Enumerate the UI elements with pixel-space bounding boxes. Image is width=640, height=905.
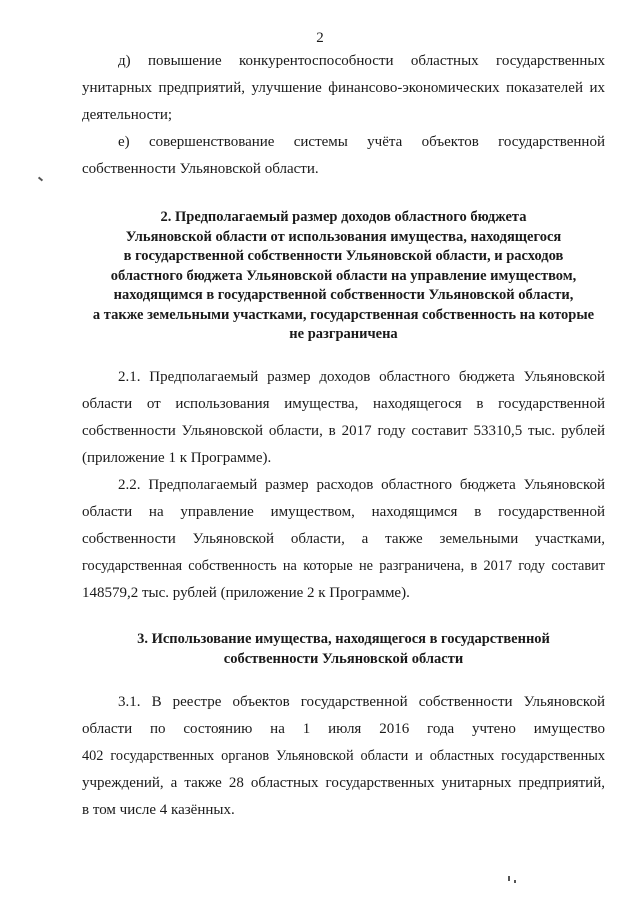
section-2-heading-line: в государственной собственности Ульяновской области, и расходов: [123, 248, 564, 264]
item-e-line-1: е) совершенствование системы учёта объектов государственной: [118, 134, 605, 150]
paragraph-2-1-line: (приложение 1 к Программе).: [82, 450, 272, 466]
paragraph-3-1-line: области по состоянию на 1 июля 2016 года учтено имущество: [82, 721, 605, 737]
page-number: 2: [316, 30, 324, 46]
paragraph-2-1-line: области от использования имущества, находящегося в государственной: [82, 396, 605, 412]
section-2-heading: [82, 208, 605, 345]
section-2-heading-line: 2. Предполагаемый размер доходов областного бюджета: [160, 209, 527, 225]
paragraph-2-2-line: государственная собственность на которые не разграничена, в 2017 году составит: [82, 558, 605, 574]
item-d-paragraph: [82, 48, 605, 129]
paragraph-3-1-line: в том числе 4 казённых.: [82, 802, 235, 818]
paragraph-2-2: [82, 472, 605, 607]
paragraph-2-2-line: 148579,2 тыс. рублей (приложение 2 к Программе).: [82, 585, 410, 601]
section-2-heading-line: находящимся в государственной собственности Ульяновской области,: [113, 287, 574, 303]
item-d-line-3: деятельности;: [82, 107, 173, 123]
paragraph-2-2-line: области на управление имуществом, находящимся в государственной: [82, 504, 605, 520]
section-2-heading-line: не разграничена: [289, 326, 398, 342]
section-2-heading-line: Ульяновской области от использования имущества, находящегося: [125, 228, 562, 245]
paragraph-3-1-line: 402 государственных органов Ульяновской области и областных государственных: [82, 748, 605, 764]
section-2-heading-line: а также земельными участками, государственная собственность на которые: [92, 306, 595, 323]
section-3-heading-line: 3. Использование имущества, находящегося в государственной: [137, 631, 550, 647]
scan-speck: [514, 880, 516, 883]
section-2-heading-line: областного бюджета Ульяновской области на управление имуществом,: [110, 267, 577, 284]
paragraph-3-1-line: учреждений, а также 28 областных государственных унитарных предприятий,: [82, 775, 605, 791]
paragraph-3-1-line: 3.1. В реестре объектов государственной собственности Ульяновской: [118, 694, 605, 710]
paragraph-2-2-line: 2.2. Предполагаемый размер расходов областного бюджета Ульяновской: [118, 477, 605, 493]
item-d-line-1: д) повышение конкурентоспособности областных государственных: [118, 53, 605, 69]
section-3-heading: [82, 630, 605, 669]
paragraph-2-1: [82, 364, 605, 472]
scan-speck: [508, 876, 510, 881]
scan-speck: [38, 177, 43, 182]
item-d-line-2: унитарных предприятий, улучшение финансово-экономических показателей их: [82, 80, 605, 96]
paragraph-3-1: [82, 689, 605, 824]
paragraph-2-1-line: 2.1. Предполагаемый размер доходов областного бюджета Ульяновской: [118, 369, 605, 385]
paragraph-2-1-line: собственности Ульяновской области, в 2017 году составит 53310,5 тыс. рублей: [82, 423, 605, 439]
section-3-heading-line: собственности Ульяновской области: [223, 650, 464, 667]
paragraph-2-2-line: собственности Ульяновской области, а также земельными участками,: [82, 531, 605, 547]
item-e-line-2: собственности Ульяновской области.: [82, 161, 319, 177]
item-e-paragraph: [82, 129, 605, 183]
